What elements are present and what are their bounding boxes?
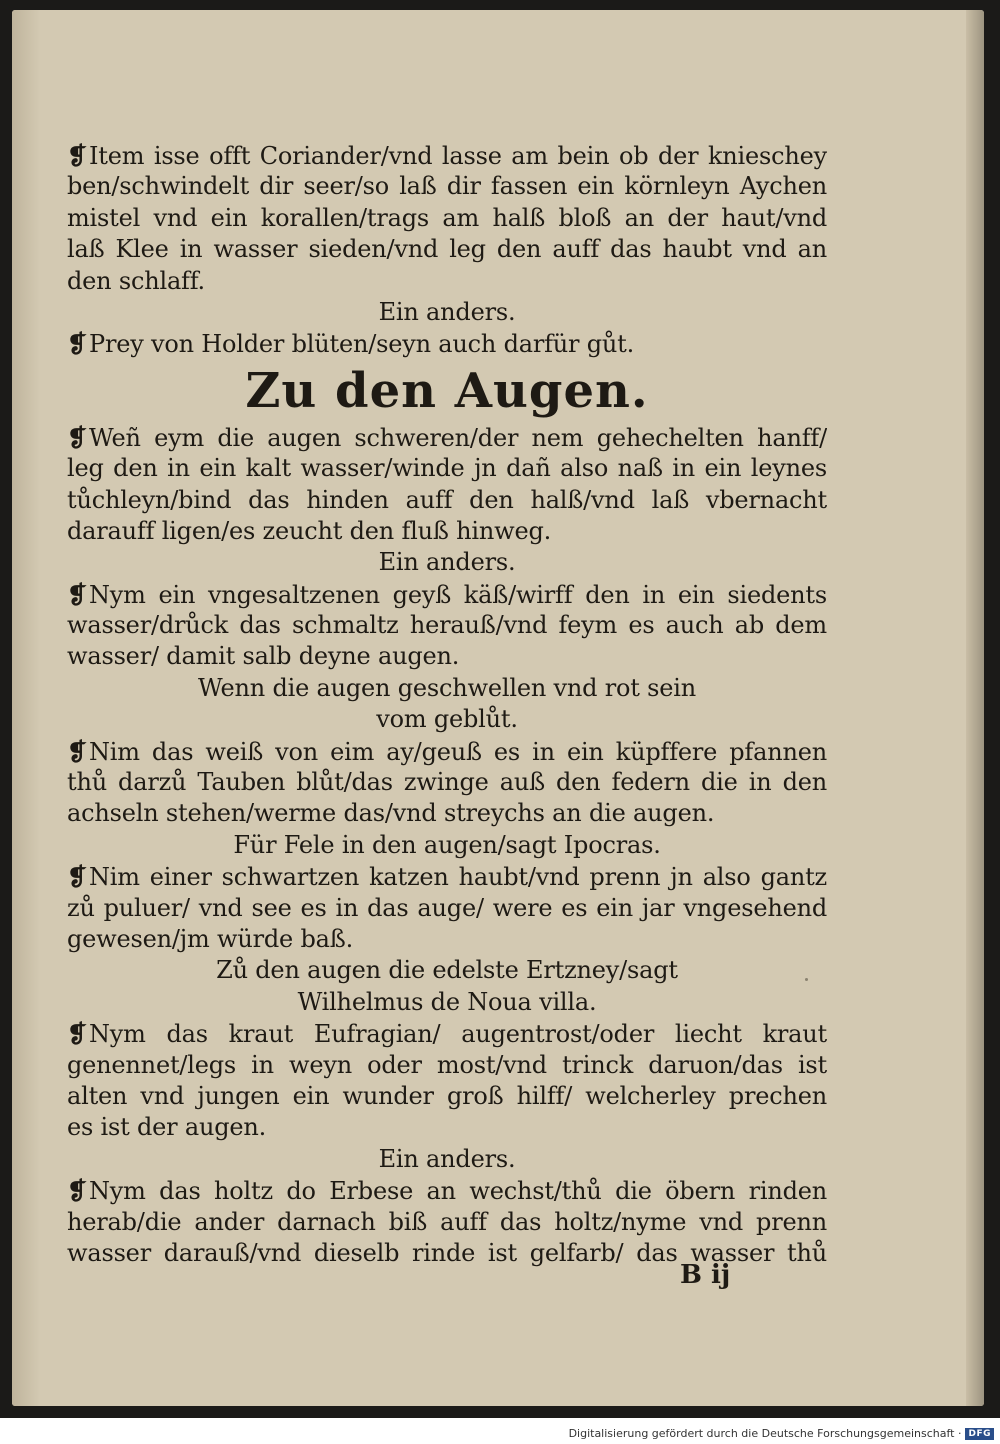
dfg-logo: DFG [965, 1428, 994, 1440]
subheading-wilhelmus: Wilhelmus de Noua villa. [297, 987, 597, 1016]
subheading-geschwellen-cont: vom geblůt. [376, 705, 518, 734]
subheading-geschwellen: Wenn die augen geschwellen vnd rot sein [198, 673, 696, 702]
paragraph-8 [67, 1175, 827, 1269]
text-line [67, 1175, 827, 1206]
text-line [67, 140, 827, 171]
paragraph-marker-icon: ❡ [67, 1176, 87, 1206]
line-text: Nym ein vngesaltzenen geyß käß/wirff den in ein siedents [89, 580, 827, 609]
text-line [67, 1050, 827, 1081]
text-line [67, 579, 827, 610]
text-line [67, 924, 827, 955]
paragraph-marker-icon: ❡ [67, 1019, 87, 1049]
text-line [67, 1081, 827, 1112]
subheading-edelste-ertzney: Zů den augen die edelste Ertzney/sagt [216, 956, 678, 985]
text-line [67, 203, 827, 234]
paragraph-marker-icon: ❡ [67, 422, 87, 452]
text-block [67, 140, 827, 1269]
line-text: alten vnd jungen ein wunder groß hilff/ welcherley prechen [67, 1081, 827, 1110]
line-text: leg den in ein kalt wasser/winde jn dañ also naß in ein leynes [67, 454, 827, 483]
text-line [67, 234, 827, 265]
line-text: ben/schwindelt dir seer/so laß dir fassen ein körnleyn Aychen [67, 172, 827, 201]
text-line [67, 1112, 827, 1143]
paragraph-2 [67, 328, 827, 359]
line-text: wasser/ damit salb deyne augen. [67, 642, 460, 671]
line-text: Nim einer schwartzen katzen haubt/vnd prenn jn also gantz [89, 863, 827, 892]
text-line [67, 485, 827, 516]
line-text: Weñ eym die augen schweren/der nem gehechelten hanff/ [89, 423, 827, 452]
subheading-ein-anders: Ein anders. [378, 548, 516, 577]
paragraph-marker-icon: ❡ [67, 329, 87, 359]
text-line [67, 328, 827, 359]
paragraph-marker-icon: ❡ [67, 579, 87, 609]
paragraph-marker-icon: ❡ [67, 736, 87, 766]
text-line [67, 171, 827, 202]
paragraph-3 [67, 422, 827, 548]
paragraph-marker-icon: ❡ [67, 141, 87, 170]
line-text: mistel vnd ein korallen/trags am halß bloß an der haut/vnd [67, 203, 827, 232]
line-text: Nym das holtz do Erbese an wechst/thů die öbern rinden [89, 1177, 827, 1206]
line-text: Item isse offt Coriander/vnd lasse am bein ob der knieschey [89, 142, 827, 170]
line-text: achseln stehen/werme das/vnd streychs an die augen. [67, 799, 715, 828]
line-text: Nim das weiß von eim ay/geuß es in ein küpffere pfannen [89, 737, 827, 766]
text-line [67, 893, 827, 924]
section-heading: Zu den Augen. [245, 362, 649, 419]
paragraph-marker-icon: ❡ [67, 862, 87, 892]
line-text: genennet/legs in weyn oder most/vnd trinck daruon/das ist [67, 1050, 827, 1079]
paragraph-1 [67, 140, 827, 297]
signature-mark: B ij [680, 1260, 731, 1290]
subheading-ipocras: Für Fele in den augen/sagt Ipocras. [233, 830, 661, 859]
line-text: laß Klee in wasser sieden/vnd leg den auff das haubt vnd an [67, 235, 827, 264]
paragraph-5 [67, 736, 827, 830]
text-line [67, 610, 827, 641]
text-line [67, 736, 827, 767]
line-text: gewesen/jm würde baß. [67, 924, 354, 953]
text-line [67, 422, 827, 453]
text-line [67, 1207, 827, 1238]
digitization-credit [569, 1427, 994, 1440]
text-line [67, 641, 827, 672]
paragraph-6 [67, 861, 827, 955]
line-text: herab/die ander darnach biß auff das holtz/nyme vnd prenn [67, 1207, 827, 1236]
gutter-shadow [12, 10, 40, 1406]
text-line [67, 516, 827, 547]
line-text: thů darzů Tauben blůt/das zwinge auß den federn die in den [67, 768, 827, 797]
line-text: darauff ligen/es zeucht den fluß hinweg. [67, 516, 552, 545]
text-line [67, 453, 827, 484]
line-text: zů puluer/ vnd see es in das auge/ were es ein jar vngesehend [67, 893, 827, 922]
subheading-ein-anders: Ein anders. [378, 1144, 516, 1173]
text-line [67, 266, 827, 297]
line-text: tůchleyn/bind das hinden auff den halß/vnd laß vbernacht [67, 485, 827, 514]
paragraph-7 [67, 1018, 827, 1144]
paragraph-4 [67, 579, 827, 673]
text-line [67, 861, 827, 892]
page-edge [966, 10, 984, 1406]
text-line [67, 1018, 827, 1049]
line-text: wasser darauß/vnd dieselb rinde ist gelfarb/ das wasser thů [67, 1238, 827, 1267]
line-text: Prey von Holder blüten/seyn auch darfür gůt. [89, 330, 635, 359]
line-text: Nym das kraut Eufragian/ augentrost/oder liecht kraut [89, 1020, 827, 1049]
line-text: es ist der augen. [67, 1113, 267, 1142]
text-line [67, 767, 827, 798]
line-text: den schlaff. [67, 266, 205, 295]
text-line [67, 798, 827, 829]
line-text: wasser/drůck das schmaltz herauß/vnd feym es auch ab dem [67, 611, 827, 640]
subheading-ein-anders: Ein anders. [378, 297, 516, 326]
book-page [12, 10, 984, 1406]
credit-text: Digitalisierung gefördert durch die Deutsche Forschungsgemeinschaft · [568, 1427, 962, 1440]
